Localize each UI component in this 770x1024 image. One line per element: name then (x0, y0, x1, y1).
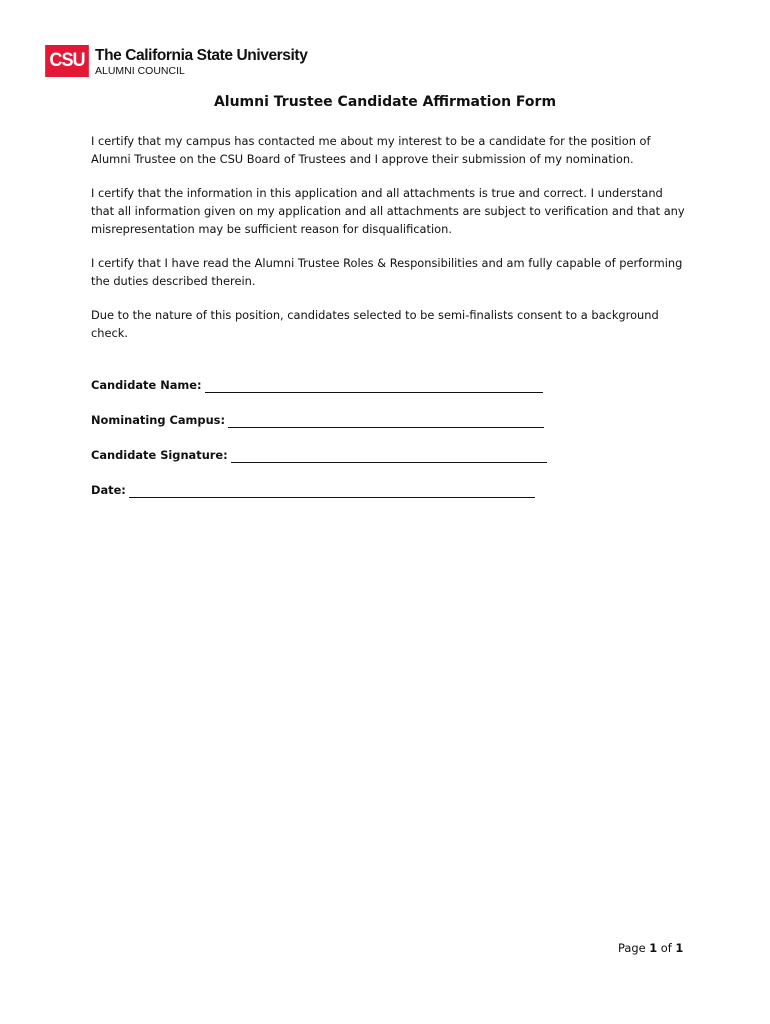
nominating-campus-line[interactable] (228, 414, 544, 428)
paragraph-line: that all information given on my application and all attachments are subject to verification and that any (91, 204, 685, 218)
paragraph-line: the duties described therein. (91, 274, 256, 288)
date-field (91, 480, 535, 498)
paragraph-information-true (91, 184, 691, 238)
paragraph-roles-responsibilities (91, 254, 691, 290)
nominating-campus-label: Nominating Campus: (91, 413, 226, 427)
nominating-campus-field (91, 410, 544, 428)
page-total: 1 (675, 941, 684, 955)
csu-alumni-council-logo (44, 45, 307, 78)
paragraph-line: I certify that the information in this application and all attachments is true and correct. I understand (91, 186, 663, 200)
paragraph-line: I certify that my campus has contacted me about my interest to be a candidate for the position of (91, 134, 651, 148)
csu-logo-badge: CSU (45, 45, 89, 77)
paragraph-background-check (91, 306, 691, 342)
logo-title: The California State University (95, 47, 308, 64)
document-title: Alumni Trustee Candidate Affirmation Form (213, 94, 557, 110)
paragraph-line: misrepresentation may be sufficient reason for disqualification. (91, 222, 452, 236)
paragraph-line: check. (91, 326, 128, 340)
candidate-signature-field (91, 445, 547, 463)
paragraph-line: Due to the nature of this position, candidates selected to be semi-finalists consent to a background (91, 308, 659, 322)
candidate-signature-line[interactable] (231, 449, 547, 463)
page-current: 1 (649, 941, 658, 955)
page-word: Page (618, 941, 646, 955)
date-label: Date: (91, 483, 126, 497)
candidate-name-label: Candidate Name: (91, 378, 202, 392)
candidate-signature-label: Candidate Signature: (91, 448, 228, 462)
logo-wordmark (95, 45, 307, 78)
candidate-name-line[interactable] (205, 379, 543, 393)
candidate-name-field (91, 375, 543, 393)
paragraph-line: I certify that I have read the Alumni Trustee Roles & Responsibilities and am fully capable of performing (91, 256, 683, 270)
page-number (618, 941, 683, 955)
date-line[interactable] (129, 484, 535, 498)
logo-subtitle: ALUMNI COUNCIL (95, 65, 185, 77)
paragraph-campus-contact (91, 132, 691, 168)
page-of: of (660, 941, 672, 955)
paragraph-line: Alumni Trustee on the CSU Board of Trustees and I approve their submission of my nomination. (91, 152, 634, 166)
